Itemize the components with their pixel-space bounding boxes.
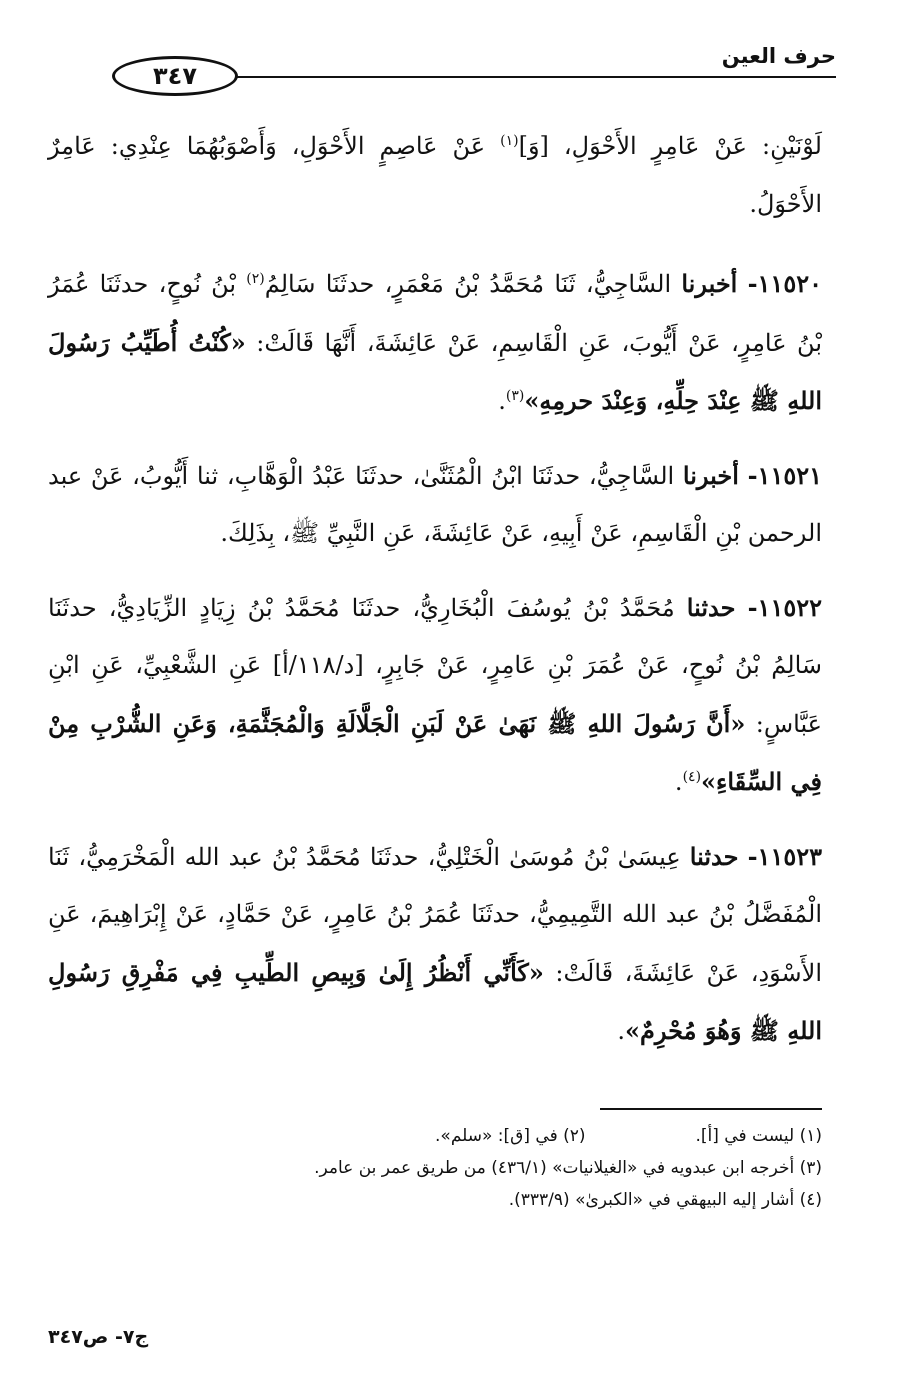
hadith-paragraph-11521 [48, 447, 822, 563]
hadith-number: ١١٥٢٠- [747, 269, 822, 298]
paragraph-text: لَوْنَيْنِ: عَنْ عَامِرٍ الأَحْوَلِ، [وَ] [518, 132, 822, 160]
narration-keyword: حدثنا [686, 592, 736, 622]
hadith-number: ١١٥٢١- [747, 460, 822, 490]
punctuation: . [674, 768, 683, 796]
hadith-matn: «كُنْتُ أُطَيِّبُ رَسُولَ اللهِ ﷺ عِنْدَ حِلِّهِ، وَعِنْدَ حرمِهِ» [48, 327, 822, 415]
paragraph-continuation [48, 118, 822, 233]
isnad-text: مُحَمَّدُ بْنُ يُوسُفَ الْبُخَارِيُّ، حدثَنَا مُحَمَّدُ بْنُ زِيَادٍ الزِّيَادِيُّ، حدثَنَا سَالِمُ بْنُ نُوحٍ، عَنْ عُمَرَ بْنِ عَامِرٍ، عَنْ جَابِرٍ، [د/١١٨/أ] عَنِ الشَّعْبِيِّ، عَنِ ابْنِ عَبَّاسٍ: [48, 593, 823, 738]
page-header [40, 38, 836, 94]
isnad-text: السَّاجِيُّ، حدثَنَا ابْنُ الْمُثَنَّىٰ، حدثَنَا عَبْدُ الْوَهَّابِ، ثنا أَيُّوبُ، عَنْ عبد الرحمن بْنِ الْقَاسِمِ، عَنْ أَبِيهِ، عَنْ عَائِشَةَ، عَنِ النَّبِيِّ ﷺ، بِذَلِكَ. [48, 461, 822, 547]
punctuation: . [498, 387, 506, 415]
hadith-number: ١١٥٢٢- [747, 592, 822, 622]
footnote-separator [600, 1108, 822, 1110]
hadith-paragraph-11523 [48, 828, 822, 1061]
volume-page-signature: ج٧- ص٣٤٧ [48, 1326, 149, 1348]
hadith-matn: «كَأَنِّي أَنْظُرُ إِلَىٰ وَبِيصِ الطِّيبِ فِي مَفْرِقِ رَسُولِ اللهِ ﷺ وَهُوَ مُحْرِمٌ» [48, 957, 822, 1045]
header-rule [190, 76, 836, 78]
isnad-text: السَّاجِيُّ، ثَنَا مُحَمَّدُ بْنُ مَعْمَرٍ، حدثَنَا سَالِمُ [264, 270, 682, 298]
page-number-badge [112, 56, 238, 96]
footnotes [48, 1120, 822, 1216]
hadith-matn: «أَنَّ رَسُولَ اللهِ ﷺ نَهَىٰ عَنْ لَبَنِ الْجَلَّالَةِ وَالْمُجَثَّمَةِ، وَعَنِ الشُّرْبِ مِنْ فِي السِّقَاءِ» [48, 708, 822, 796]
hadith-number: ١١٥٢٣- [747, 841, 822, 871]
footnote-1: (١) ليست في [أ]. [695, 1126, 822, 1146]
main-text [48, 118, 822, 1077]
narration-keyword: أخبرنا [682, 460, 739, 490]
punctuation: . [617, 1017, 626, 1045]
footnote-ref: (٣) [505, 388, 525, 404]
footnote-4: (٤) أشار إليه البيهقي في «الكبرىٰ» (٣٣٣/٩). [508, 1190, 822, 1210]
footnote-2: (٢) في [ق]: «سلم». [435, 1126, 586, 1146]
narration-keyword: أخبرنا [681, 269, 738, 298]
footnote-row [48, 1120, 822, 1152]
footnote-3: (٣) أخرجه ابن عبدويه في «الغيلانيات» (٤٣٦/١) من طريق عمر بن عامر. [314, 1158, 822, 1178]
hadith-paragraph-11520 [48, 255, 822, 431]
narration-keyword: حدثنا [689, 841, 739, 871]
footnote-ref: (١) [500, 133, 519, 149]
chapter-title: حرف العين [721, 44, 836, 68]
page-number: ٣٤٧ [153, 62, 197, 90]
hadith-paragraph-11522 [48, 579, 822, 812]
footnote-ref: (٢) [246, 271, 265, 287]
isnad-text: بْنُ نُوحٍ، حدثَنَا عُمَرُ بْنُ عَامِرٍ، عَنْ أَيُّوبَ، عَنِ الْقَاسِمِ، عَنْ عَائِشَةَ، أَنَّهَا قَالَتْ: [48, 270, 823, 357]
isnad-text: عِيسَىٰ بْنُ مُوسَىٰ الْخَتْلِيُّ، حدثَنَا مُحَمَّدُ بْنُ عبد الله الْمَخْرَمِيُّ، ثَنَا الْمُفَضَّلُ بْنُ عبد الله التَّمِيمِيُّ، حدثَنَا عُمَرُ بْنُ عَامِرٍ، عَنْ حَمَّادٍ، عَنْ إِبْرَاهِيمَ، عَنِ الأَسْوَدِ، عَنْ عَائِشَةَ، قَالَتْ: [48, 842, 822, 987]
footnote-ref: (٤) [682, 769, 702, 785]
paragraph-text: عَنْ عَاصِمٍ الأَحْوَلِ، وَأَصْوَبُهُمَا عِنْدِي: عَامِرٌ الأَحْوَلُ. [48, 132, 822, 218]
